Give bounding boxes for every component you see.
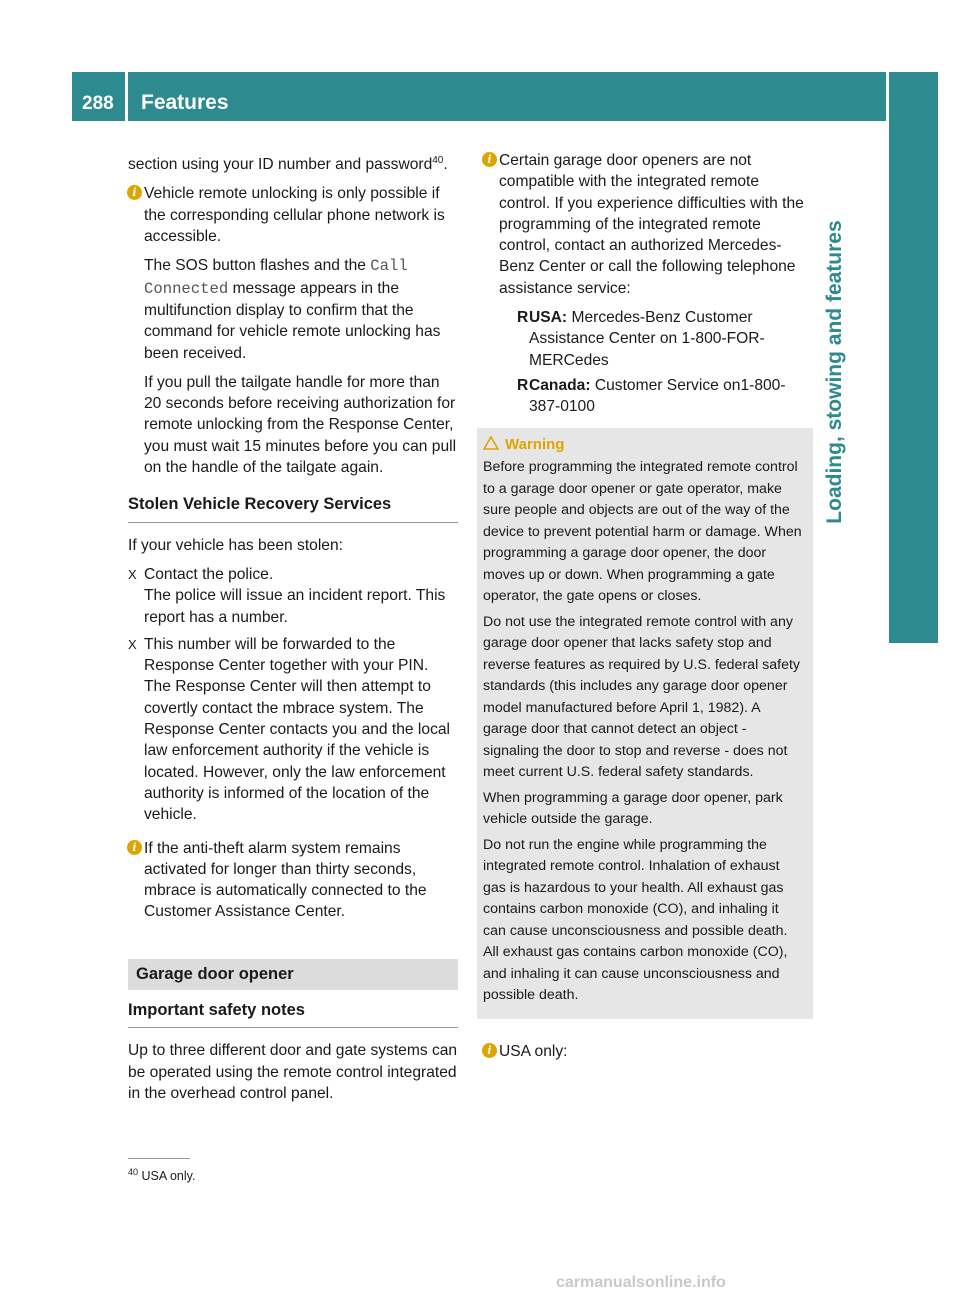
action-step	[128, 634, 458, 826]
left-column	[128, 150, 458, 1112]
bullet-icon: R	[517, 309, 529, 327]
action-step	[128, 564, 458, 628]
info-icon: i	[482, 1043, 497, 1058]
page-title: Features	[128, 72, 886, 121]
side-tab	[889, 72, 938, 643]
footnote-text: USA only.	[138, 1169, 196, 1184]
heading-stolen-vehicle: Stolen Vehicle Recovery Services	[128, 494, 458, 522]
right-column	[483, 150, 811, 1070]
bullet-text: Mercedes-Benz Customer Assistance Center on 1-800-FOR-MERCedes	[529, 309, 765, 369]
info-icon: i	[482, 152, 497, 167]
section-title: Garage door opener	[128, 959, 458, 990]
footnote-ref[interactable]: 40	[432, 155, 444, 166]
info-note	[483, 150, 811, 418]
bullet-icon: R	[517, 376, 529, 394]
footnote-number: 40	[128, 1167, 139, 1177]
warning-paragraph: Do not use the integrated remote control with any garage door opener that lacks safety stop and reverse features as required by U.S. federal safety standards (this includes any garage door opener model manufactured before April 1, 1982). A garage door that cannot detect an object - signaling the door to stop and reverse - does not meet current U.S. federal safety standards.	[483, 613, 801, 781]
continued-text-body: section using your ID number and password	[128, 156, 433, 174]
action-arrow-icon: X	[128, 566, 137, 582]
continued-text	[128, 150, 458, 175]
display-message: Call Connected	[144, 257, 408, 298]
body-text: Up to three different door and gate systems can be operated using the remote control integrated in the overhead control panel.	[128, 1042, 458, 1102]
page-number: 288	[72, 72, 125, 121]
note-paragraph: If you pull the tailgate handle for more than 20 seconds before receiving authorization for remote unlocking from the Response Center, you must wait 15 minutes before you can pull on the handle of the tailgate again.	[144, 373, 457, 477]
chapter-label: Loading, stowing and features	[823, 220, 846, 524]
bullet-label: USA:	[529, 309, 568, 327]
watermark: carmanualsonline.info	[556, 1274, 726, 1291]
warning-paragraph: Do not run the engine while programming the integrated remote control. Inhalation of exhaust gas is hazardous to your health. All exhaust gas contains carbon monoxide (CO), and inhaling it can cause unconsciousness and possible death. All exhaust gas contains carbon monoxide (CO), and inhaling it can cause unconsciousness and possible death.	[483, 836, 788, 1004]
action-arrow-icon: X	[128, 636, 137, 652]
note-text: message appears in the multifunction display to confirm that the command for vehicle remote unlocking has been received.	[144, 279, 441, 362]
info-icon: i	[127, 840, 142, 855]
note-paragraph	[144, 255, 458, 363]
footnote-divider	[128, 1158, 190, 1159]
info-note	[483, 1041, 811, 1062]
warning-box	[477, 428, 813, 1019]
intro-text: If your vehicle has been stolen:	[128, 536, 343, 554]
note-paragraph: Certain garage door openers are not compatible with the integrated remote control. If you experience difficulties with the programming of the integrated remote control, contact an authorized Mercedes-Benz Center or call the following telephone assistance service:	[499, 152, 804, 297]
note-paragraph: USA only:	[499, 1042, 568, 1060]
warning-title-text: Warning	[505, 435, 565, 453]
list-item	[499, 307, 811, 371]
continued-text-end: .	[443, 156, 448, 174]
bullet-text: Customer Service on1-800-387-0100	[529, 376, 786, 416]
bullet-label: Canada:	[529, 376, 591, 394]
info-note	[128, 183, 458, 478]
warning-title	[483, 434, 805, 456]
warning-paragraph: When programming a garage door opener, park vehicle outside the garage.	[483, 789, 783, 828]
list-item	[499, 375, 811, 418]
note-text: The SOS button flashes and the	[144, 257, 371, 275]
heading-safety-notes: Important safety notes	[128, 1000, 458, 1028]
note-paragraph: If the anti-theft alarm system remains activated for longer than thirty seconds, mbrace is automatically connected to the Customer Assistance Center.	[144, 839, 427, 921]
action-text: Contact the police.	[144, 565, 274, 583]
note-paragraph: Vehicle remote unlocking is only possible if the corresponding cellular phone network is accessible.	[144, 185, 445, 246]
action-result: The police will issue an incident report. This report has a number.	[144, 587, 446, 626]
warning-icon	[483, 436, 499, 450]
info-note	[128, 838, 458, 923]
footnote	[128, 1167, 195, 1183]
warning-paragraph: Before programming the integrated remote control to a garage door opener or gate operator, make sure people and objects are out of the way of the device to prevent potential harm or damage. When programming a garage door opener, the door moves up or down. When programming a gate operator, the gate opens or closes.	[483, 459, 802, 605]
info-icon: i	[127, 185, 142, 200]
action-text: This number will be forwarded to the Response Center together with your PIN. The Response Center will then attempt to covertly contact the mbrace system. The Response Center contacts you and the local law enforcement authority if the vehicle is located. However, only the law enforcement authority is informed of the location of the vehicle.	[144, 635, 450, 824]
